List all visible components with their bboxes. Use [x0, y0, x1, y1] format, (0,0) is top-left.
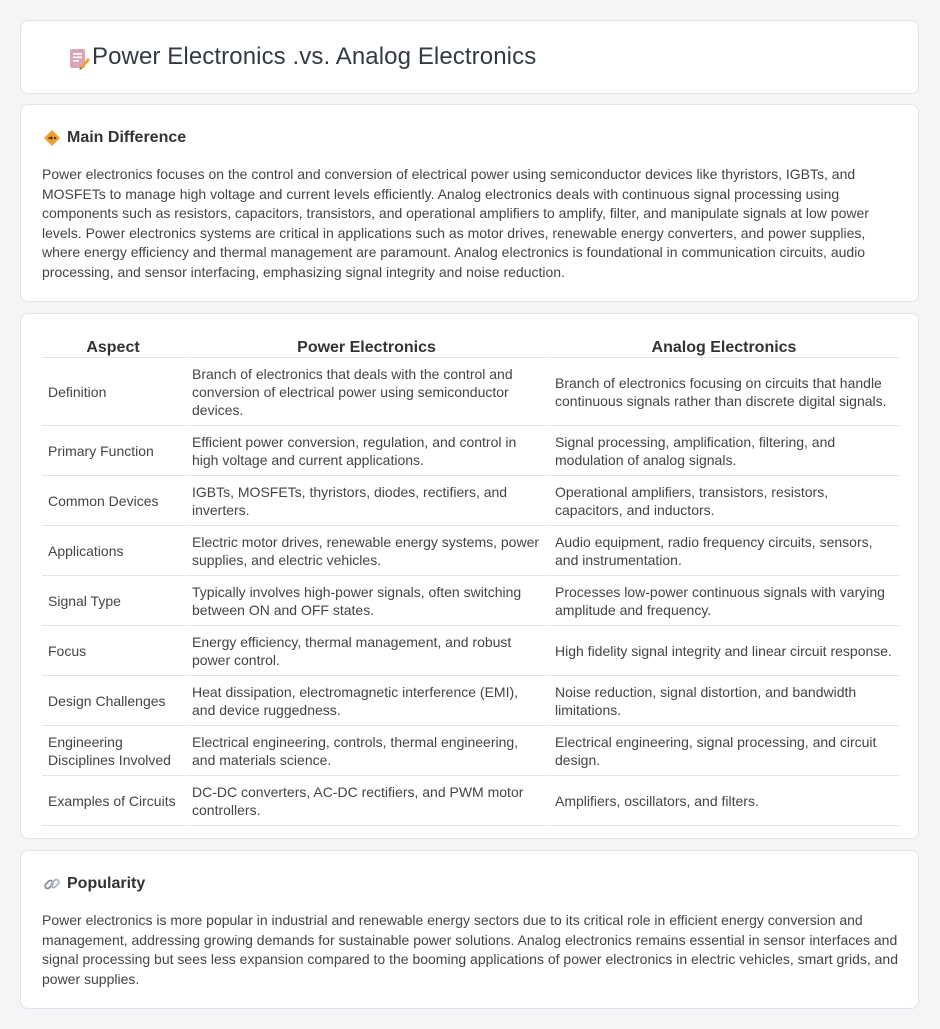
diamond-swap-icon — [43, 129, 61, 147]
popularity-card — [20, 850, 919, 1009]
document-pencil-icon — [67, 47, 91, 71]
power-electronics-cell: Typically involves high-power signals, often switching between ON and OFF states. — [184, 576, 547, 626]
table-row — [42, 526, 899, 576]
header-power-electronics: Power Electronics — [184, 335, 547, 358]
aspect-cell: Focus — [42, 626, 184, 676]
main-difference-heading: Main Difference — [67, 129, 187, 146]
comparison-table — [42, 335, 899, 826]
table-header-row — [42, 335, 899, 358]
popularity-header — [43, 874, 145, 894]
table-row — [42, 426, 899, 476]
main-difference-card — [20, 104, 919, 302]
power-electronics-cell: Electrical engineering, controls, thermal engineering, and materials science. — [184, 726, 547, 776]
header-aspect: Aspect — [42, 335, 184, 358]
analog-electronics-cell: Amplifiers, oscillators, and filters. — [547, 776, 899, 826]
aspect-cell: Design Challenges — [42, 676, 184, 726]
power-electronics-cell: Branch of electronics that deals with the control and conversion of electrical power using semiconductor devices. — [184, 358, 547, 426]
comparison-table-body — [42, 358, 899, 826]
aspect-cell: Primary Function — [42, 426, 184, 476]
aspect-cell: Applications — [42, 526, 184, 576]
power-electronics-cell: Energy efficiency, thermal management, and robust power control. — [184, 626, 547, 676]
power-electronics-cell: DC-DC converters, AC-DC rectifiers, and PWM motor controllers. — [184, 776, 547, 826]
popularity-text: Power electronics is more popular in industrial and renewable energy sectors due to its critical role in efficient energy conversion and management, addressing growing demands for sustainable power solutions. Analog electronics remains essential in sensor interfaces and signal processing but sees less expansion compared to the booming applications of power electronics in electric vehicles, smart grids, and power supplies. — [42, 912, 899, 987]
analog-electronics-cell: Signal processing, amplification, filtering, and modulation of analog signals. — [547, 426, 899, 476]
power-electronics-cell: Heat dissipation, electromagnetic interference (EMI), and device ruggedness. — [184, 676, 547, 726]
aspect-cell: Common Devices — [42, 476, 184, 526]
table-row — [42, 358, 899, 426]
table-row — [42, 776, 899, 826]
table-row — [42, 676, 899, 726]
aspect-cell: Definition — [42, 358, 184, 426]
analog-electronics-cell: High fidelity signal integrity and linear circuit response. — [547, 626, 899, 676]
analog-electronics-cell: Processes low-power continuous signals with varying amplitude and frequency. — [547, 576, 899, 626]
page-title: Power Electronics .vs. Analog Electronics — [92, 43, 537, 70]
main-difference-text: Power electronics focuses on the control and conversion of electrical power using semiconductor devices like thyristors, IGBTs, and MOSFETs to manage high voltage and current levels efficiently. Analog electronics deals with continuous signal processing using components such as resistors, capacitors, transistors, and operational amplifiers to amplify, filter, and manipulate signals at low power levels. Power electronics systems are critical in applications such as motor drives, renewable energy converters, and power supplies, where energy efficiency and thermal management are paramount. Analog electronics is foundational in communication circuits, audio processing, and sensor interfacing, emphasizing signal integrity and noise reduction. — [42, 166, 869, 280]
analog-electronics-cell: Operational amplifiers, transistors, resistors, capacitors, and inductors. — [547, 476, 899, 526]
table-row — [42, 726, 899, 776]
power-electronics-cell: IGBTs, MOSFETs, thyristors, diodes, rectifiers, and inverters. — [184, 476, 547, 526]
aspect-cell: Signal Type — [42, 576, 184, 626]
aspect-cell: Examples of Circuits — [42, 776, 184, 826]
analog-electronics-cell: Electrical engineering, signal processing, and circuit design. — [547, 726, 899, 776]
main-difference-header — [43, 128, 186, 148]
link-icon — [43, 875, 61, 893]
comparison-card — [20, 313, 919, 839]
table-row — [42, 576, 899, 626]
power-electronics-cell: Efficient power conversion, regulation, and control in high voltage and current applications. — [184, 426, 547, 476]
table-row — [42, 626, 899, 676]
popularity-heading: Popularity — [67, 875, 146, 892]
aspect-cell: Engineering Disciplines Involved — [42, 726, 184, 776]
analog-electronics-cell: Branch of electronics focusing on circuits that handle continuous signals rather than discrete digital signals. — [547, 358, 899, 426]
analog-electronics-cell: Noise reduction, signal distortion, and bandwidth limitations. — [547, 676, 899, 726]
title-card — [20, 20, 919, 94]
table-row — [42, 476, 899, 526]
power-electronics-cell: Electric motor drives, renewable energy systems, power supplies, and electric vehicles. — [184, 526, 547, 576]
header-analog-electronics: Analog Electronics — [547, 335, 899, 358]
analog-electronics-cell: Audio equipment, radio frequency circuits, sensors, and instrumentation. — [547, 526, 899, 576]
